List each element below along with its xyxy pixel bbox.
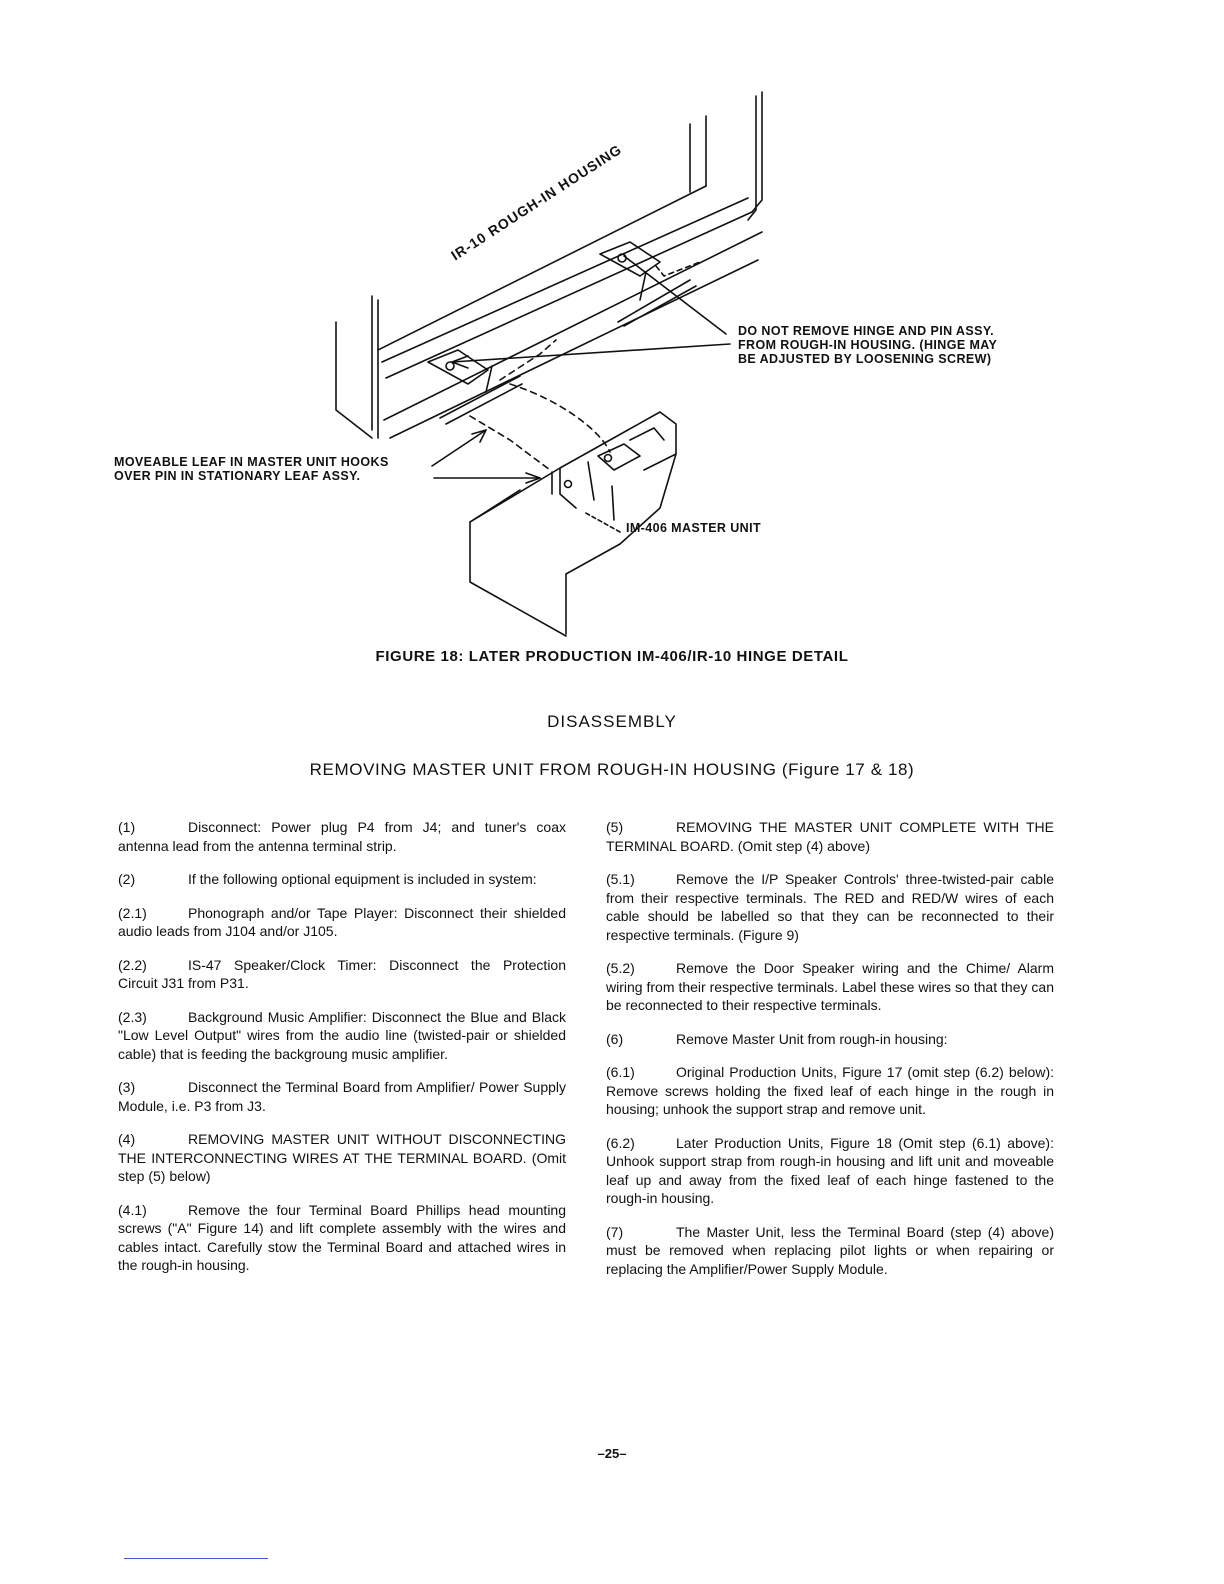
step-text: REMOVING MASTER UNIT WITHOUT DISCONNECTING THE INTERCONNECTING WIRES AT THE TERMINAL BOARD. (Omit step (5) below) [118,1131,566,1184]
step-number: (1) [118,819,136,835]
hinge-callout-line: FROM ROUGH-IN HOUSING. (HINGE MAY [738,338,998,352]
step-number: (2) [118,871,136,887]
hinge-callout-line: DO NOT REMOVE HINGE AND PIN ASSY. [738,324,995,338]
step-text: Remove the Door Speaker wiring and the Chime/ Alarm wiring from their respective terminals. Label these wires so that they can be reconnected to their respective terminals. [606,960,1054,1013]
step-number: (6.2) [606,1134,635,1151]
footer-rule [124,1558,268,1559]
paragraph-5 [606,818,1054,855]
paragraph-2-3 [118,1008,566,1064]
left-column [118,818,566,1290]
paragraph-4 [118,1130,566,1186]
step-number: (2.2) [118,956,147,973]
paragraph-7 [606,1223,1054,1279]
step-number: (5.1) [606,871,635,887]
page-number: –25– [597,1446,627,1461]
paragraph-2-2 [118,956,566,993]
right-column [606,818,1054,1293]
leaf-callout-line: OVER PIN IN STATIONARY LEAF ASSY. [114,469,361,483]
paragraph-4-1 [118,1201,566,1275]
paragraph-5-1 [606,870,1054,944]
housing-label: IR-10 ROUGH-IN HOUSING [448,141,625,264]
hinge-callout [738,324,997,366]
step-text: Background Music Amplifier: Disconnect the Blue and Black "Low Level Output" wires from the audio line (twisted-pair or shielded cable) that is feeding the backgroung music amplifier. [118,1008,566,1062]
step-number: (7) [606,1223,624,1240]
step-text: Later Production Units, Figure 18 (Omit step (6.1) above): Unhook support strap from rough-in housing and lift unit and moveable leaf up and away from the fixed leaf of each hinge fastened to the rough-in housing. [606,1134,1054,1206]
step-text: IS-47 Speaker/Clock Timer: Disconnect the Protection Circuit J31 from P31. [118,956,566,991]
subsection-title: REMOVING MASTER UNIT FROM ROUGH-IN HOUSING (Figure 17 & 18) [309,760,915,779]
step-number: (3) [118,1079,136,1095]
step-text: Remove the I/P Speaker Controls' three-twisted-pair cable from their respective terminals. The RED and RED/W wires of each cable should be labelled so that they can be reconnected to their respective terminals. (Figure 9) [606,871,1054,943]
step-number: (5.2) [606,960,635,976]
leaf-callout [114,455,389,483]
master-unit-callout-text: IM-406 MASTER UNIT [626,521,761,535]
hinge-line-drawing [0,0,1224,640]
step-number: (6) [606,1030,624,1047]
hinge-detail-figure [0,0,1224,640]
paragraph-3 [118,1078,566,1115]
step-number: (4) [118,1131,136,1147]
section-title: DISASSEMBLY [547,712,677,731]
master-unit-callout [626,521,761,535]
paragraph-1 [118,818,566,855]
paragraph-6-2 [606,1134,1054,1208]
step-number: (4.1) [118,1201,147,1218]
step-text: The Master Unit, less the Terminal Board (step (4) above) must be removed when replacing pilot lights or when repairing or replacing the Amplifier/Power Supply Module. [606,1223,1054,1277]
step-text: Remove the four Terminal Board Phillips head mounting screws ("A" Figure 14) and lift complete assembly with the wires and cables intact. Carefully stow the Terminal Board and attached wires in the rough-in housing. [118,1201,566,1273]
step-number: (2.3) [118,1008,147,1025]
figure-caption: FIGURE 18: LATER PRODUCTION IM-406/IR-10 HINGE DETAIL [375,648,849,665]
paragraph-6-1 [606,1063,1054,1119]
hinge-callout-line: BE ADJUSTED BY LOOSENING SCREW) [738,352,992,366]
paragraph-2-1 [118,904,566,941]
step-text: Disconnect the Terminal Board from Amplifier/ Power Supply Module, i.e. P3 from J3. [118,1079,566,1114]
step-text: If the following optional equipment is included in system: [188,871,537,887]
step-text: Phonograph and/or Tape Player: Disconnect their shielded audio leads from J104 and/or J105. [118,904,566,939]
paragraph-6 [606,1030,1054,1049]
paragraph-5-2 [606,959,1054,1015]
step-text: Original Production Units, Figure 17 (omit step (6.2) below): Remove screws holding the fixed leaf of each hinge in the rough in housing; unhook the support strap and remove unit. [606,1064,1054,1117]
step-text: Disconnect: Power plug P4 from J4; and tuner's coax antenna lead from the antenna terminal strip. [118,819,566,854]
paragraph-2 [118,870,566,889]
step-number: (5) [606,819,624,835]
leaf-callout-line: MOVEABLE LEAF IN MASTER UNIT HOOKS [114,455,389,469]
step-text: REMOVING THE MASTER UNIT COMPLETE WITH THE TERMINAL BOARD. (Omit step (4) above) [606,819,1054,854]
step-text: Remove Master Unit from rough-in housing: [676,1030,948,1047]
step-number: (2.1) [118,904,147,921]
step-number: (6.1) [606,1064,635,1080]
